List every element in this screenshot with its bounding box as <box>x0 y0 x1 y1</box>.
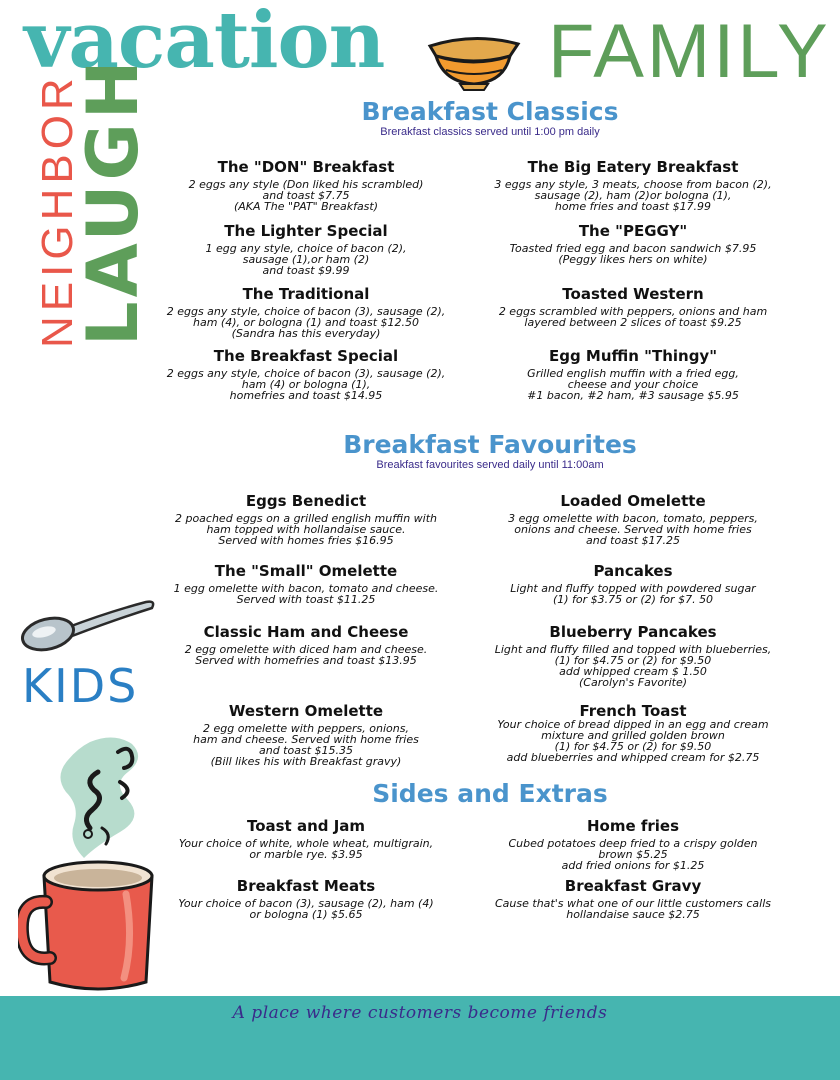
desc-line: brown $5.25 <box>598 848 668 861</box>
desc-line: add fried onions for $1.25 <box>561 859 705 872</box>
menu-item-desc <box>480 719 786 763</box>
desc-line: Grilled english muffin with a fried egg, <box>527 367 739 380</box>
desc-line: onions and cheese. Served with home fries <box>514 523 752 536</box>
menu-item-desc <box>148 513 464 546</box>
desc-line: Your choice of bread dipped in an egg and cream <box>497 718 769 731</box>
title-word-family: FAMILY <box>548 9 831 94</box>
desc-line: (AKA The "PAT" Breakfast) <box>233 200 379 213</box>
desc-line: 2 eggs any style, choice of bacon (3), sausage (2), <box>166 305 446 318</box>
menu-item-desc <box>148 898 464 920</box>
menu-item <box>148 702 464 767</box>
desc-line: ham (4) or bologna (1), <box>241 378 371 391</box>
side-word-neighbor: NEIGHBOR <box>33 73 82 348</box>
menu-item-name: The Traditional <box>242 285 370 303</box>
desc-line: 3 eggs any style, 3 meats, choose from bacon (2), <box>494 178 772 191</box>
desc-line: add blueberries and whipped cream for $2.75 <box>506 751 760 764</box>
menu-item-name: Toasted Western <box>562 285 704 303</box>
desc-line: Served with homefries and toast $13.95 <box>195 654 417 667</box>
desc-line: layered between 2 slices of toast $9.25 <box>524 316 742 329</box>
menu-item-name: Eggs Benedict <box>245 492 367 510</box>
desc-line: Cause that's what one of our little customers calls <box>495 897 771 910</box>
spoon-icon <box>18 594 158 654</box>
desc-line: mixture and grilled golden brown <box>541 729 725 742</box>
menu-item-desc <box>480 644 786 688</box>
menu-item-name: Blueberry Pancakes <box>549 623 717 641</box>
desc-line: 1 egg omelette with bacon, tomato and cheese. <box>173 582 439 595</box>
menu-item-desc <box>148 838 464 860</box>
menu-item-desc <box>480 513 786 546</box>
menu-item <box>148 623 464 666</box>
menu-item-name: Pancakes <box>593 562 673 580</box>
desc-line: (1) for $4.75 or (2) for $9.50 <box>554 740 712 753</box>
menu-item-name: The "PEGGY" <box>578 222 688 240</box>
desc-line: 2 egg omelette with peppers, onions, <box>203 722 409 735</box>
menu-item <box>148 492 464 546</box>
menu-item <box>148 222 464 276</box>
desc-line: (Carolyn's Favorite) <box>578 676 687 689</box>
menu-item-desc <box>148 243 464 276</box>
menu-item <box>148 158 464 212</box>
title-word-vacation: vacation <box>24 0 385 86</box>
desc-line: ham (4), or bologna (1) and toast $12.50 <box>192 316 420 329</box>
section-subtitle-classics: Brerakfast classics served until 1:00 pm daily <box>380 126 600 138</box>
desc-line: 3 egg omelette with bacon, tomato, peppers, <box>508 512 758 525</box>
menu-item <box>480 877 786 920</box>
desc-line: Served with homes fries $16.95 <box>218 534 394 547</box>
desc-line: or marble rye. $3.95 <box>249 848 363 861</box>
section-subtitle-favourites: Breakfast favourites served daily until 11:00am <box>376 459 604 471</box>
desc-line: ham topped with hollandaise sauce. <box>206 523 406 536</box>
menu-item <box>480 285 786 328</box>
desc-line: Your choice of bacon (3), sausage (2), ham (4) <box>178 897 434 910</box>
menu-item-desc <box>480 368 786 401</box>
desc-line: (Sandra has this everyday) <box>231 327 381 340</box>
desc-line: and toast $15.35 <box>258 744 353 757</box>
desc-line: (Bill likes his with Breakfast gravy) <box>210 755 402 768</box>
menu-item-desc <box>148 368 464 401</box>
menu-item-name: The "DON" Breakfast <box>217 158 395 176</box>
desc-line: Light and fluffy filled and topped with blueberries, <box>494 643 772 656</box>
menu-item <box>480 702 786 763</box>
desc-line: or bologna (1) $5.65 <box>249 908 363 921</box>
side-word-laugh: LAUGH <box>72 56 154 346</box>
menu-item <box>148 562 464 605</box>
desc-line: 1 egg any style, choice of bacon (2), <box>205 242 407 255</box>
menu-item-desc <box>480 838 786 871</box>
side-word-kids: KIDS <box>22 659 139 713</box>
desc-line: cheese and your choice <box>567 378 699 391</box>
menu-item-desc <box>148 583 464 605</box>
menu-item-desc <box>148 644 464 666</box>
steam-icon <box>54 732 150 860</box>
desc-line: 2 egg omelette with diced ham and cheese. <box>184 643 428 656</box>
desc-line: hollandaise sauce $2.75 <box>566 908 700 921</box>
menu-item-desc <box>480 179 786 212</box>
menu-item-desc <box>148 306 464 339</box>
section-title-classics: Breakfast Classics <box>361 97 619 126</box>
desc-line: and toast $9.99 <box>262 264 350 277</box>
menu-item <box>480 222 786 265</box>
menu-item-name: Western Omelette <box>228 702 384 720</box>
menu-item-name: Breakfast Meats <box>236 877 376 895</box>
menu-item-name: Home fries <box>586 817 680 835</box>
desc-line: sausage (1),or ham (2) <box>242 253 370 266</box>
mug-icon <box>18 850 164 996</box>
desc-line: Cubed potatoes deep fried to a crispy golden <box>508 837 758 850</box>
menu-item-desc <box>480 583 786 605</box>
section-title-favourites: Breakfast Favourites <box>343 430 637 459</box>
menu-item <box>480 347 786 401</box>
desc-line: Light and fluffy topped with powdered sugar <box>510 582 756 595</box>
menu-item-name: Classic Ham and Cheese <box>203 623 409 641</box>
menu-item-desc <box>480 898 786 920</box>
desc-line: #1 bacon, #2 ham, #3 sausage $5.95 <box>527 389 739 402</box>
desc-line: and toast $17.25 <box>585 534 680 547</box>
menu-item <box>480 158 786 212</box>
menu-item <box>148 285 464 339</box>
desc-line: homefries and toast $14.95 <box>229 389 383 402</box>
desc-line: Toasted fried egg and bacon sandwich $7.95 <box>509 242 757 255</box>
section-title-sides: Sides and Extras <box>372 779 608 808</box>
footer-tagline: A place where customers become friends <box>232 1003 608 1023</box>
menu-item-desc <box>480 306 786 328</box>
desc-line: and toast $7.75 <box>262 189 350 202</box>
menu-item-desc <box>480 243 786 265</box>
menu-item-name: Loaded Omelette <box>560 492 706 510</box>
menu-item-name: Breakfast Gravy <box>564 877 702 895</box>
menu-item-desc <box>148 179 464 212</box>
desc-line: (Peggy likes hers on white) <box>558 253 708 266</box>
menu-item <box>148 347 464 401</box>
menu-item <box>480 817 786 871</box>
menu-item <box>480 623 786 688</box>
bowl-icon <box>426 26 522 92</box>
menu-item-desc <box>148 723 464 767</box>
desc-line: Your choice of white, whole wheat, multigrain, <box>178 837 434 850</box>
desc-line: (1) for $3.75 or (2) for $7. 50 <box>552 593 714 606</box>
menu-item-name: The Breakfast Special <box>213 347 399 365</box>
menu-item <box>148 877 464 920</box>
desc-line: sausage (2), ham (2)or bologna (1), <box>534 189 732 202</box>
menu-item-name: The "Small" Omelette <box>214 562 398 580</box>
menu-item-name: Egg Muffin "Thingy" <box>548 347 718 365</box>
desc-line: 2 eggs scrambled with peppers, onions and ham <box>498 305 768 318</box>
desc-line: ham and cheese. Served with home fries <box>193 733 419 746</box>
desc-line: Served with toast $11.25 <box>236 593 376 606</box>
desc-line: home fries and toast $17.99 <box>554 200 712 213</box>
desc-line: (1) for $4.75 or (2) for $9.50 <box>554 654 712 667</box>
desc-line: 2 eggs any style, choice of bacon (3), sausage (2), <box>166 367 446 380</box>
menu-item <box>148 817 464 860</box>
menu-item <box>480 562 786 605</box>
desc-line: add whipped cream $ 1.50 <box>559 665 707 678</box>
desc-line: 2 poached eggs on a grilled english muffin with <box>174 512 438 525</box>
menu-item-name: The Lighter Special <box>224 222 388 240</box>
menu-item-name: Toast and Jam <box>246 817 366 835</box>
menu-item-name: French Toast <box>579 702 687 720</box>
desc-line: 2 eggs any style (Don liked his scrambled) <box>188 178 424 191</box>
menu-item-name: The Big Eatery Breakfast <box>527 158 739 176</box>
menu-item <box>480 492 786 546</box>
